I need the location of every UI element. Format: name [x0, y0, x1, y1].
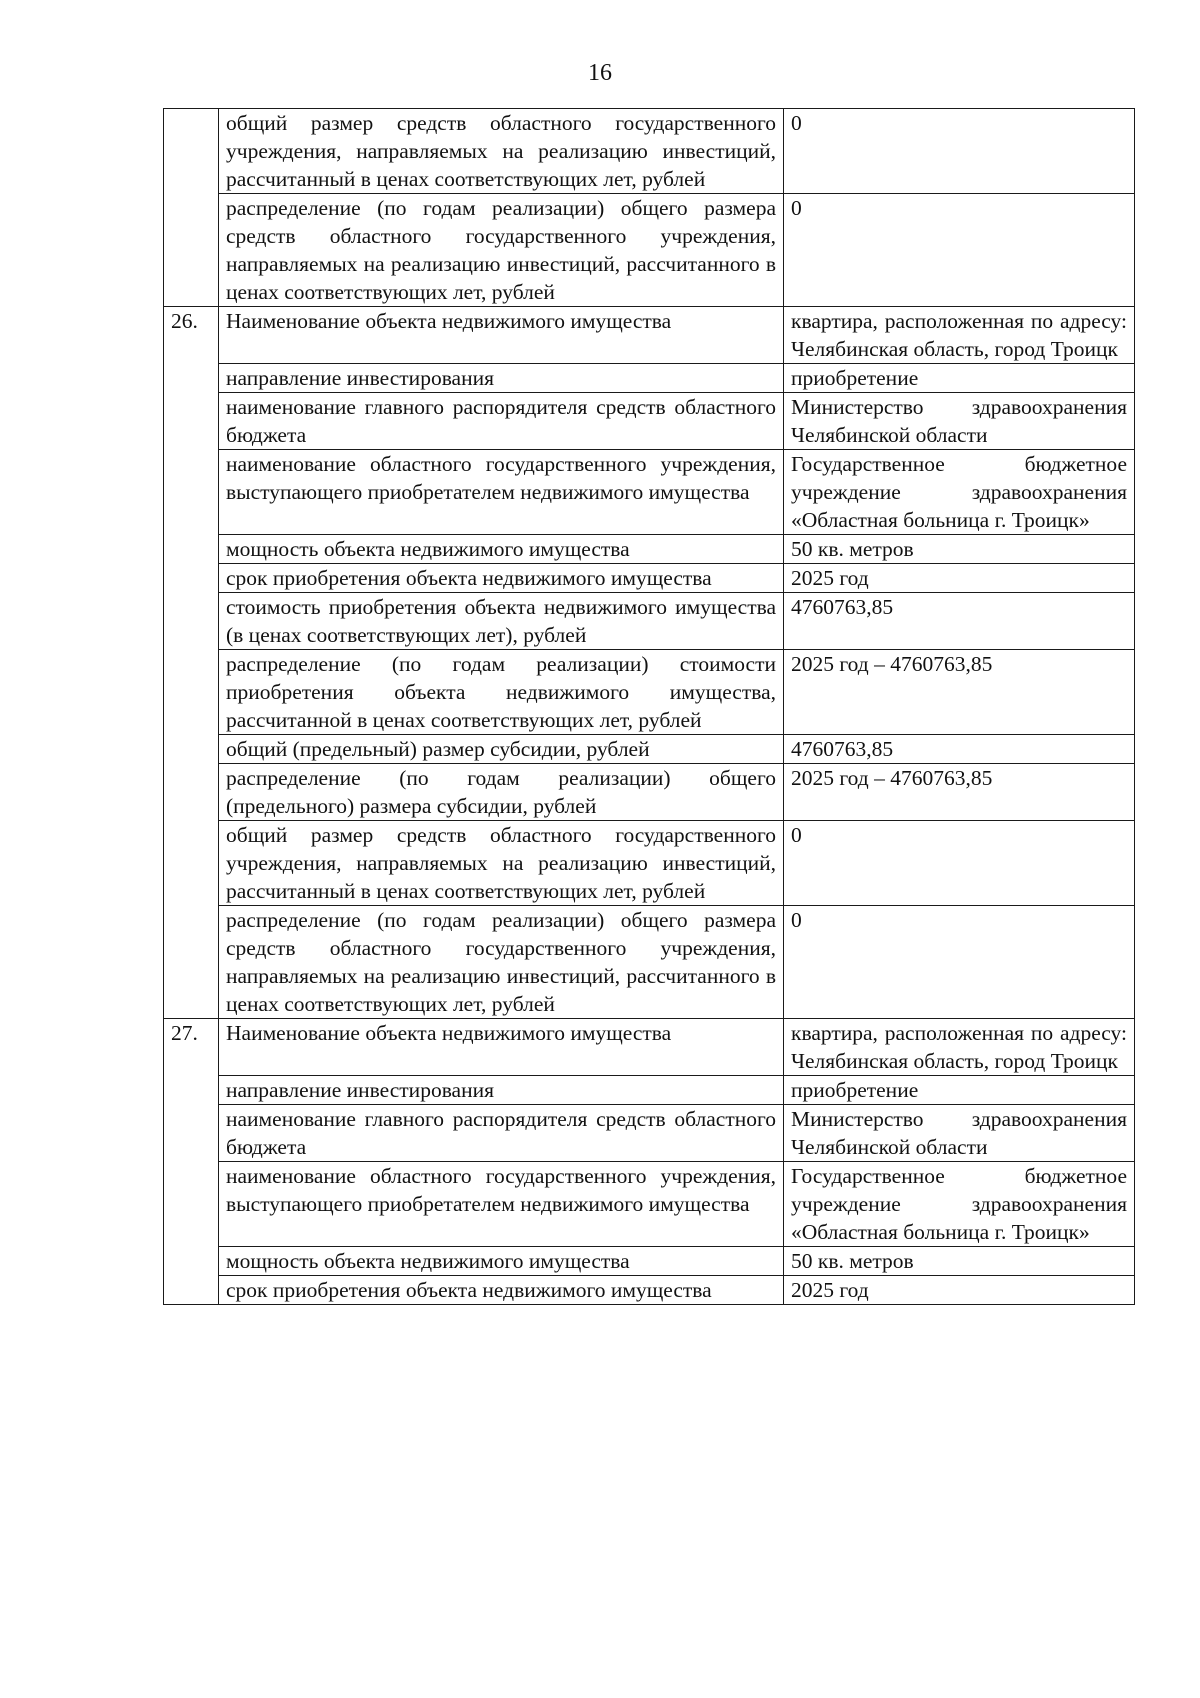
row-label: наименование областного государственного учреждения, выступающего приобретателем недвижимого имущества: [219, 1162, 784, 1247]
table-row: [164, 1019, 1135, 1076]
row-value: 50 кв. метров: [784, 1247, 1135, 1276]
item-number-cell: [164, 1105, 219, 1162]
row-value: приобретение: [784, 364, 1135, 393]
row-value: Министерство здравоохранения Челябинской области: [784, 1105, 1135, 1162]
table-row: [164, 906, 1135, 1019]
table-row: [164, 307, 1135, 364]
table-row: [164, 1105, 1135, 1162]
row-label: распределение (по годам реализации) общего (предельного) размера субсидии, рублей: [219, 764, 784, 821]
item-number-cell: [164, 393, 219, 450]
item-number-cell: [164, 821, 219, 906]
table-row: [164, 194, 1135, 307]
row-label: наименование главного распорядителя средств областного бюджета: [219, 1105, 784, 1162]
row-label: мощность объекта недвижимого имущества: [219, 1247, 784, 1276]
table-row: [164, 1247, 1135, 1276]
item-number-cell: [164, 1276, 219, 1305]
row-label: направление инвестирования: [219, 364, 784, 393]
item-number-cell: [164, 764, 219, 821]
row-value: 0: [784, 194, 1135, 307]
row-label: распределение (по годам реализации) общего размера средств областного государственного учреждения, направляемых на реализацию инвестиций, рассчитанного в ценах соответствующих лет, рублей: [219, 194, 784, 307]
table-row: [164, 1076, 1135, 1105]
item-number-cell: [164, 1076, 219, 1105]
row-value: Министерство здравоохранения Челябинской области: [784, 393, 1135, 450]
table-row: [164, 593, 1135, 650]
item-number-cell: [164, 450, 219, 535]
table-row: [164, 735, 1135, 764]
item-number-cell: [164, 1162, 219, 1247]
row-value: 2025 год – 4760763,85: [784, 764, 1135, 821]
row-label: Наименование объекта недвижимого имущества: [219, 1019, 784, 1076]
item-number-cell: [164, 1247, 219, 1276]
page-number: 16: [588, 60, 612, 86]
row-label: распределение (по годам реализации) общего размера средств областного государственного учреждения, направляемых на реализацию инвестиций, рассчитанного в ценах соответствующих лет, рублей: [219, 906, 784, 1019]
item-number-cell: [164, 535, 219, 564]
table-row: [164, 764, 1135, 821]
row-value: 2025 год: [784, 1276, 1135, 1305]
row-value: 50 кв. метров: [784, 535, 1135, 564]
table-row: [164, 364, 1135, 393]
table-row: [164, 535, 1135, 564]
table-row: [164, 1162, 1135, 1247]
table-row: [164, 393, 1135, 450]
row-label: срок приобретения объекта недвижимого имущества: [219, 564, 784, 593]
row-label: общий размер средств областного государственного учреждения, направляемых на реализацию инвестиций, рассчитанный в ценах соответствующих лет, рублей: [219, 109, 784, 194]
property-investment-table: [163, 108, 1135, 1305]
row-value: 4760763,85: [784, 593, 1135, 650]
row-label: общий размер средств областного государственного учреждения, направляемых на реализацию инвестиций, рассчитанный в ценах соответствующих лет, рублей: [219, 821, 784, 906]
row-label: мощность объекта недвижимого имущества: [219, 535, 784, 564]
row-label: общий (предельный) размер субсидии, рублей: [219, 735, 784, 764]
item-number: 26.: [164, 307, 219, 364]
item-number-cell: [164, 364, 219, 393]
item-number: 27.: [164, 1019, 219, 1076]
row-value: квартира, расположенная по адресу: Челябинская область, город Троицк: [784, 1019, 1135, 1076]
table-row: [164, 109, 1135, 194]
table-row: [164, 564, 1135, 593]
table-row: [164, 821, 1135, 906]
row-label: стоимость приобретения объекта недвижимого имущества (в ценах соответствующих лет), рублей: [219, 593, 784, 650]
table-row: [164, 650, 1135, 735]
item-number-cell: [164, 735, 219, 764]
row-value: 2025 год – 4760763,85: [784, 650, 1135, 735]
item-number-cell: [164, 194, 219, 307]
item-number-cell: [164, 109, 219, 194]
row-value: 0: [784, 109, 1135, 194]
item-number-cell: [164, 906, 219, 1019]
row-label: срок приобретения объекта недвижимого имущества: [219, 1276, 784, 1305]
row-value: 0: [784, 906, 1135, 1019]
item-number-cell: [164, 650, 219, 735]
row-value: 2025 год: [784, 564, 1135, 593]
row-value: Государственное бюджетное учреждение здравоохранения «Областная больница г. Троицк»: [784, 450, 1135, 535]
row-value: Государственное бюджетное учреждение здравоохранения «Областная больница г. Троицк»: [784, 1162, 1135, 1247]
item-number-cell: [164, 564, 219, 593]
table-row: [164, 450, 1135, 535]
row-label: Наименование объекта недвижимого имущества: [219, 307, 784, 364]
item-number-cell: [164, 593, 219, 650]
row-value: 0: [784, 821, 1135, 906]
row-value: квартира, расположенная по адресу: Челябинская область, город Троицк: [784, 307, 1135, 364]
row-value: 4760763,85: [784, 735, 1135, 764]
row-label: распределение (по годам реализации) стоимости приобретения объекта недвижимого имущества, рассчитанной в ценах соответствующих лет, рублей: [219, 650, 784, 735]
table-row: [164, 1276, 1135, 1305]
row-label: направление инвестирования: [219, 1076, 784, 1105]
row-label: наименование главного распорядителя средств областного бюджета: [219, 393, 784, 450]
row-value: приобретение: [784, 1076, 1135, 1105]
row-label: наименование областного государственного учреждения, выступающего приобретателем недвижимого имущества: [219, 450, 784, 535]
